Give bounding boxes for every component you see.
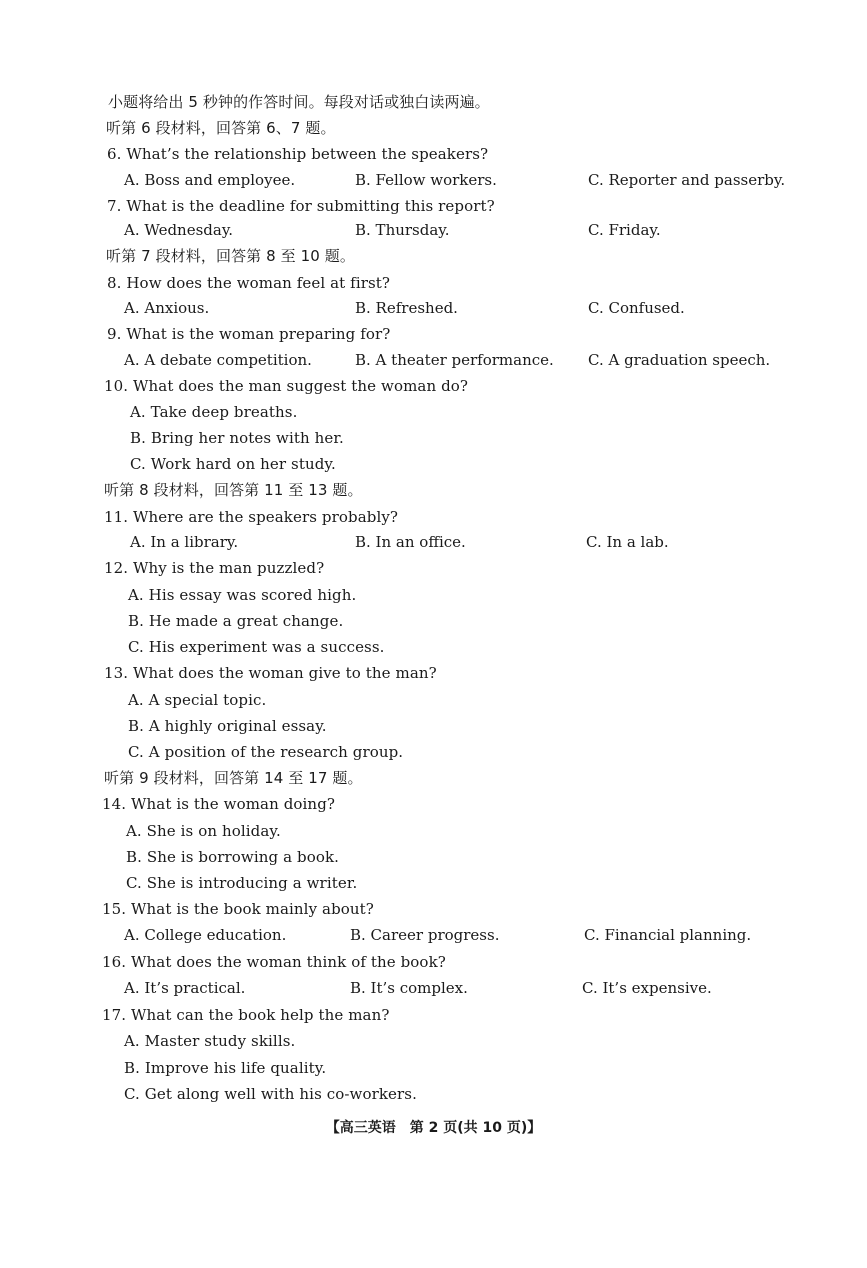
- section-heading-7: 听第 7 段材料，回答第 8 至 10 题。: [106, 247, 355, 265]
- question-13-option-b: B. A highly original essay.: [128, 717, 327, 735]
- question-15-options: [0, 925, 752, 945]
- question-16-option-c: C. It’s expensive.: [582, 979, 712, 997]
- question-13-option-c: C. A position of the research group.: [128, 743, 404, 761]
- question-15-option-b: B. Career progress.: [350, 926, 500, 944]
- question-12-option-a: A. His essay was scored high.: [128, 586, 357, 604]
- question-12-option-b: B. He made a great change.: [128, 612, 344, 630]
- question-6-option-b: B. Fellow workers.: [355, 171, 497, 189]
- question-8-options: [0, 298, 700, 318]
- question-8-stem: 8. How does the woman feel at first?: [107, 274, 391, 292]
- question-9-option-b: B. A theater performance.: [355, 351, 554, 369]
- question-6-stem: 6. What’s the relationship between the speakers?: [107, 145, 489, 163]
- question-11-stem: 11. Where are the speakers probably?: [104, 508, 399, 526]
- question-11-option-c: C. In a lab.: [586, 533, 669, 551]
- question-17-option-b: B. Improve his life quality.: [124, 1059, 327, 1077]
- question-16-stem: 16. What does the woman think of the book?: [102, 953, 446, 971]
- question-15-option-c: C. Financial planning.: [584, 926, 752, 944]
- question-9-option-c: C. A graduation speech.: [588, 351, 771, 369]
- question-11-option-a: A. In a library.: [130, 533, 239, 551]
- page-footer: 【高三英语 第 2 页(共 10 页)】: [325, 1120, 542, 1136]
- question-10-option-a: A. Take deep breaths.: [130, 403, 298, 421]
- question-14-option-c: C. She is introducing a writer.: [126, 874, 358, 892]
- question-9-options: [0, 350, 771, 370]
- question-7-option-a: A. Wednesday.: [124, 221, 234, 239]
- section-heading-9: 听第 9 段材料，回答第 14 至 17 题。: [104, 769, 363, 787]
- question-7-stem: 7. What is the deadline for submitting this report?: [107, 197, 495, 215]
- question-6-option-c: C. Reporter and passerby.: [588, 171, 786, 189]
- question-17-option-c: C. Get along well with his co-workers.: [124, 1085, 417, 1103]
- question-16-options: [0, 978, 712, 998]
- section-heading-6: 听第 6 段材料，回答第 6、7 题。: [106, 119, 336, 137]
- instructions-text: 小题将给出 5 秒钟的作答时间。每段对话或独白读两遍。: [108, 93, 490, 111]
- question-16-option-a: A. It’s practical.: [124, 979, 246, 997]
- question-10-option-c: C. Work hard on her study.: [130, 455, 336, 473]
- question-17-stem: 17. What can the book help the man?: [102, 1006, 390, 1024]
- question-9-option-a: A. A debate competition.: [124, 351, 312, 369]
- question-6-options: [0, 170, 786, 190]
- question-8-option-a: A. Anxious.: [124, 299, 210, 317]
- question-15-stem: 15. What is the book mainly about?: [102, 900, 374, 918]
- question-11-option-b: B. In an office.: [355, 533, 466, 551]
- question-10-option-b: B. Bring her notes with her.: [130, 429, 344, 447]
- question-15-option-a: A. College education.: [124, 926, 287, 944]
- question-7-option-c: C. Friday.: [588, 221, 661, 239]
- question-17-option-a: A. Master study skills.: [124, 1032, 296, 1050]
- question-13-stem: 13. What does the woman give to the man?: [104, 664, 437, 682]
- question-11-options: [0, 532, 700, 552]
- question-12-stem: 12. Why is the man puzzled?: [104, 559, 325, 577]
- question-6-option-a: A. Boss and employee.: [124, 171, 296, 189]
- question-14-stem: 14. What is the woman doing?: [102, 795, 336, 813]
- question-14-option-b: B. She is borrowing a book.: [126, 848, 340, 866]
- question-16-option-b: B. It’s complex.: [350, 979, 468, 997]
- question-8-option-b: B. Refreshed.: [355, 299, 458, 317]
- section-heading-8: 听第 8 段材料，回答第 11 至 13 题。: [104, 481, 363, 499]
- question-7-options: [0, 220, 700, 240]
- question-12-option-c: C. His experiment was a success.: [128, 638, 385, 656]
- question-13-option-a: A. A special topic.: [128, 691, 267, 709]
- question-8-option-c: C. Confused.: [588, 299, 685, 317]
- question-7-option-b: B. Thursday.: [355, 221, 450, 239]
- question-9-stem: 9. What is the woman preparing for?: [107, 325, 391, 343]
- question-14-option-a: A. She is on holiday.: [126, 822, 281, 840]
- question-10-stem: 10. What does the man suggest the woman do?: [104, 377, 469, 395]
